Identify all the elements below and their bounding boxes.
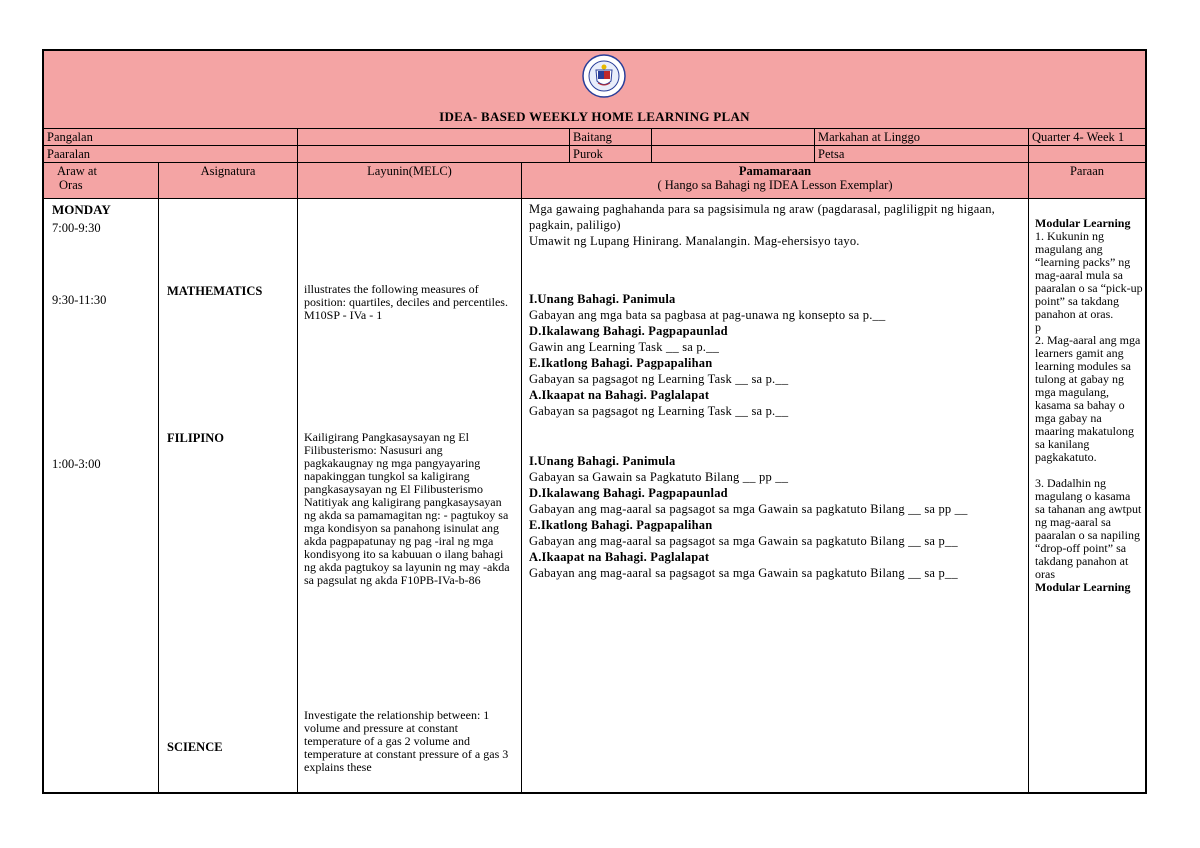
objective-math-code: M10SP - IVa - 1 <box>304 308 383 322</box>
method-step-3: 3. Dadalhin ng magulang o kasama sa tahanan ang awtput ng mag-aaral sa paaralan o sa napiling “drop-off point” sa takdang panahon at oras <box>1035 476 1142 581</box>
subject-math: MATHEMATICS <box>167 284 263 298</box>
math-step-2-heading: D.Ikalawang Bahagi. Pagpapaunlad <box>529 324 728 338</box>
procedure-intro-1: Mga gawaing paghahanda para sa pagsisimula ng araw (pagdarasal, pagliligpit ng higaan, pagkain, paliligo) <box>529 202 996 232</box>
label-petsa: Petsa <box>815 146 1029 163</box>
col-pamamaraan <box>522 163 1029 199</box>
field-pangalan[interactable] <box>298 129 570 146</box>
procedure-intro <box>529 201 1019 249</box>
field-petsa[interactable] <box>1029 146 1145 163</box>
objective-math-text: illustrates the following measures of position: quartiles, deciles and percentiles. <box>304 282 508 309</box>
time-slot-3: 1:00-3:00 <box>52 457 101 471</box>
field-paaralan[interactable] <box>298 146 570 163</box>
col-pamamaraan-title: Pamamaraan <box>738 164 812 178</box>
math-step-4-text: Gabayan sa pagsagot ng Learning Task __ sa p.__ <box>529 404 789 418</box>
deped-seal-icon <box>582 54 626 98</box>
math-step-4-heading: A.Ikaapat na Bahagi. Paglalapat <box>529 388 710 402</box>
objective-math <box>304 283 516 322</box>
math-step-3-text: Gabayan sa pagsagot ng Learning Task __ sa p.__ <box>529 372 789 386</box>
label-paaralan: Paaralan <box>44 146 298 163</box>
objective-filipino-text-2: Natitiyak ang kaligirang pangkasaysayan ng akda sa pamamagitan ng: - pagtukoy sa mga kondisyon sa panahong isinulat ang akda pagpapatunay ng pag -iral ng mga kondisyong ito sa kabuuan o ilang bahagi ng akda pagtukoy sa layunin ng may -akda sa pagsulat ng akda F10PB-IVa-b-86 <box>304 495 510 587</box>
objective-science: Investigate the relationship between: 1 volume and pressure at constant temperature of a gas 2 volume and temperature at constant pressure of a gas 3 explains these <box>304 708 509 774</box>
col-paraan: Paraan <box>1029 163 1145 199</box>
quarter-week: Quarter 4- Week 1 <box>1029 129 1145 146</box>
col-araw-oras <box>44 163 159 199</box>
procedure-math <box>529 291 1021 419</box>
fil-step-2-text: Gabayan ang mag-aaral sa pagsagot sa mga Gawain sa pagkatuto Bilang __ sa pp __ <box>529 502 968 516</box>
fil-step-4-text: Gabayan ang mag-aaral sa pagsagot sa mga Gawain sa pagkatuto Bilang __ sa p__ <box>529 566 958 580</box>
subject-filipino: FILIPINO <box>167 431 224 445</box>
math-step-2-text: Gawin ang Learning Task __ sa p.__ <box>529 340 720 354</box>
math-step-3-heading: E.Ikatlong Bahagi. Pagpapalihan <box>529 356 713 370</box>
method-footer: Modular Learning <box>1035 580 1131 594</box>
col-araw-line2: Oras <box>59 178 83 192</box>
field-baitang[interactable] <box>652 129 815 146</box>
fil-step-1-text: Gabayan sa Gawain sa Pagkatuto Bilang __ pp __ <box>529 470 789 484</box>
time-slot-2: 9:30-11:30 <box>52 293 107 307</box>
col-asignatura: Asignatura <box>159 163 298 199</box>
fil-step-4-heading: A.Ikaapat na Bahagi. Paglalapat <box>529 550 710 564</box>
day-label: MONDAY <box>52 202 111 217</box>
method-column <box>1029 199 1145 792</box>
subject-column <box>159 199 298 792</box>
fil-step-2-heading: D.Ikalawang Bahagi. Pagpapaunlad <box>529 486 728 500</box>
method-step-1: 1. Kukunin ng magulang ang “learning packs” ng mag-aaral mula sa paaralan o sa “pick-up point” sa takdang panahon at oras. <box>1035 229 1143 321</box>
procedure-column <box>522 199 1029 792</box>
math-step-1-text: Gabayan ang mga bata sa pagbasa at pag-unawa ng konsepto sa p.__ <box>529 308 886 322</box>
procedure-intro-2: Umawit ng Lupang Hinirang. Manalangin. Mag-ehersisyo tayo. <box>529 234 860 248</box>
col-araw-line1: Araw at <box>57 164 97 178</box>
method-content <box>1035 217 1143 594</box>
procedure-filipino <box>529 453 1021 581</box>
method-step-2: 2. Mag-aaral ang mga learners gamit ang learning modules sa tulong at gabay ng mga magulang, kasama sa bahay o mga gabay na maaring makatulong sa kanilang pagkakatuto. <box>1035 333 1141 464</box>
label-pangalan: Pangalan <box>44 129 298 146</box>
label-markahan: Markahan at Linggo <box>815 129 1029 146</box>
method-letter: p <box>1035 320 1041 334</box>
plan-header <box>44 51 1145 129</box>
col-layunin: Layunin(MELC) <box>298 163 522 199</box>
objective-filipino <box>304 431 512 587</box>
fil-step-3-heading: E.Ikatlong Bahagi. Pagpapalihan <box>529 518 713 532</box>
col-pamamaraan-subtitle: ( Hango sa Bahagi ng IDEA Lesson Exemplar) <box>657 178 893 192</box>
method-heading: Modular Learning <box>1035 216 1131 230</box>
label-baitang: Baitang <box>570 129 652 146</box>
field-purok[interactable] <box>652 146 815 163</box>
fil-step-1-heading: I.Unang Bahagi. Panimula <box>529 454 676 468</box>
objectives-column <box>298 199 522 792</box>
time-slot-1: 7:00-9:30 <box>52 221 101 235</box>
objective-filipino-text-1: Kailigirang Pangkasaysayan ng El Filibusterismo: Nasusuri ang pagkakaugnay ng mga pangyayaring napakinggan tungkol sa kaligirang pangkasaysayan ng El Filibusterismo <box>304 430 483 496</box>
subject-science: SCIENCE <box>167 740 223 754</box>
math-step-1-heading: I.Unang Bahagi. Panimula <box>529 292 676 306</box>
fil-step-3-text: Gabayan ang mag-aaral sa pagsagot sa mga Gawain sa pagkatuto Bilang __ sa p__ <box>529 534 958 548</box>
learning-plan-table <box>42 49 1147 794</box>
schedule-column <box>44 199 159 792</box>
plan-title: IDEA- BASED WEEKLY HOME LEARNING PLAN <box>439 109 750 124</box>
label-purok: Purok <box>570 146 652 163</box>
